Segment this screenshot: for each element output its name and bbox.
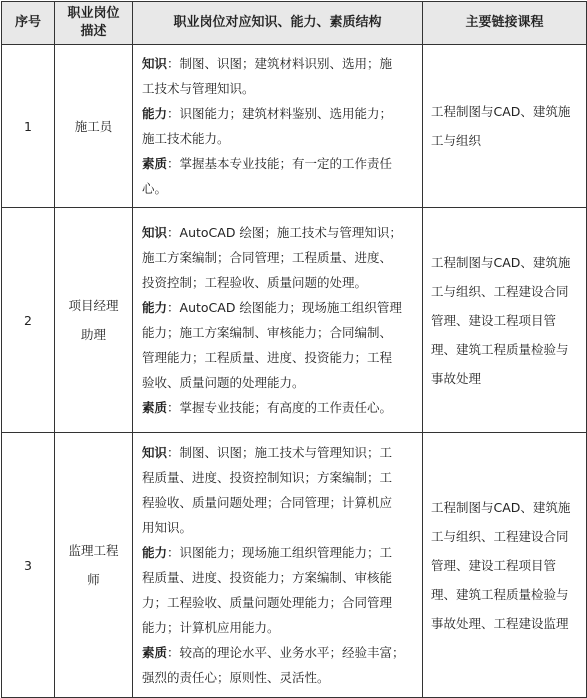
knowledge-line	[142, 126, 416, 151]
table-row	[2, 45, 587, 208]
knowledge-text: ：较高的理论水平、业务水平；经验丰富；	[167, 645, 405, 660]
row-knowledge-cell	[133, 208, 423, 433]
row-role-line: 监理工程	[68, 543, 119, 558]
table-row	[2, 433, 587, 698]
knowledge-text: ：识图能力；现场施工组织管理能力；工	[167, 545, 393, 560]
knowledge-text: 施工方案编制；合同管理；工程质量、进度、	[142, 250, 393, 265]
knowledge-text: 管理能力；工程质量、进度、投资能力；工程	[142, 350, 393, 365]
course-line: 工程制图与CAD、建筑施	[431, 499, 571, 515]
course-line: 事故处理	[431, 370, 482, 386]
header-courses: 主要链接课程	[423, 2, 587, 45]
row-knowledge-cell	[133, 45, 423, 208]
knowledge-label: 素质	[142, 400, 168, 415]
knowledge-line	[142, 465, 416, 490]
row-courses-cell	[423, 45, 587, 208]
row-seq-cell	[2, 208, 55, 433]
row-role-line: 师	[87, 572, 100, 587]
row-courses-cell	[423, 208, 587, 433]
knowledge-text: ：AutoCAD 绘图能力；现场施工组织管理	[167, 300, 402, 315]
knowledge-label: 能力	[142, 300, 168, 315]
knowledge-label: 能力	[142, 545, 168, 560]
course-line: 工与组织	[431, 133, 482, 148]
knowledge-label: 素质	[142, 156, 168, 171]
row-courses-cell	[423, 433, 587, 698]
knowledge-line	[142, 51, 416, 76]
knowledge-text: 程质量、进度、投资能力；方案编制、审核能	[142, 570, 393, 585]
row-seq: 1	[24, 118, 32, 134]
row-role-line: 项目经理	[68, 298, 119, 313]
knowledge-line	[142, 515, 416, 540]
course-line: 理、建筑工程质量检验与	[431, 586, 569, 602]
course-line: 工与组织、工程建设合同	[431, 528, 569, 544]
knowledge-text: 力；工程验收、质量问题处理能力；合同管理	[142, 595, 393, 610]
knowledge-line	[142, 490, 416, 515]
knowledge-line	[142, 220, 416, 245]
job-course-table	[1, 1, 587, 698]
knowledge-line	[142, 270, 416, 295]
knowledge-text: 能力；计算机应用能力。	[142, 620, 280, 635]
header-knowledge: 职业岗位对应知识、能力、素质结构	[133, 2, 423, 45]
row-role-line: 施工员	[74, 118, 113, 134]
knowledge-text: 施工技术能力。	[142, 131, 230, 146]
knowledge-line	[142, 101, 416, 126]
knowledge-line	[142, 540, 416, 565]
course-line: 管理、建设工程项目管	[431, 312, 557, 328]
knowledge-line	[142, 151, 416, 176]
knowledge-text: 用知识。	[142, 520, 193, 535]
knowledge-line	[142, 320, 416, 345]
row-seq: 2	[24, 312, 32, 328]
course-line: 工程制图与CAD、建筑施	[431, 104, 571, 119]
knowledge-label: 知识	[142, 225, 168, 240]
header-role-line: 描述	[80, 24, 107, 39]
row-role-cell	[55, 433, 133, 698]
knowledge-text: 程质量、进度、投资控制知识；方案编制；工	[142, 470, 393, 485]
knowledge-line	[142, 176, 416, 201]
row-seq: 3	[24, 557, 32, 573]
course-line: 理、建筑工程质量检验与	[431, 341, 569, 357]
course-line: 管理、建设工程项目管	[431, 557, 557, 573]
knowledge-text: 工技术与管理知识。	[142, 81, 255, 96]
row-role-cell	[55, 208, 133, 433]
knowledge-line	[142, 665, 416, 690]
knowledge-text: ：识图能力；建筑材料鉴别、选用能力；	[167, 106, 393, 121]
knowledge-line	[142, 370, 416, 395]
row-role-cell	[55, 45, 133, 208]
knowledge-line	[142, 395, 416, 420]
knowledge-text: 能力；施工方案编制、审核能力；合同编制、	[142, 325, 393, 340]
header-row	[2, 2, 587, 45]
knowledge-text: 程验收、质量问题处理；合同管理；计算机应	[142, 495, 393, 510]
knowledge-line	[142, 565, 416, 590]
knowledge-text: ：掌握基本专业技能；有一定的工作责任	[167, 156, 393, 171]
knowledge-text: ：制图、识图；施工技术与管理知识；工	[167, 445, 393, 460]
document-page	[0, 1, 587, 685]
row-seq-cell	[2, 433, 55, 698]
course-line: 事故处理、工程建设监理	[431, 615, 569, 631]
knowledge-label: 知识	[142, 56, 168, 71]
row-role-line: 助理	[80, 327, 106, 342]
knowledge-text: 投资控制；工程验收、质量问题的处理。	[142, 275, 368, 290]
header-role-line: 职业岗位	[67, 6, 120, 21]
knowledge-line	[142, 245, 416, 270]
knowledge-label: 素质	[142, 645, 168, 660]
table-body	[2, 45, 587, 698]
knowledge-line	[142, 640, 416, 665]
knowledge-line	[142, 345, 416, 370]
knowledge-text: ：AutoCAD 绘图；施工技术与管理知识；	[167, 225, 402, 240]
knowledge-line	[142, 615, 416, 640]
row-knowledge-cell	[133, 433, 423, 698]
knowledge-text: ：掌握专业技能；有高度的工作责任心。	[167, 400, 393, 415]
knowledge-line	[142, 295, 416, 320]
knowledge-line	[142, 76, 416, 101]
table-row	[2, 208, 587, 433]
knowledge-line	[142, 440, 416, 465]
knowledge-label: 知识	[142, 445, 168, 460]
knowledge-text: ：制图、识图；建筑材料识别、选用；施	[167, 56, 393, 71]
header-seq: 序号	[2, 2, 55, 45]
knowledge-text: 强烈的责任心；原则性、灵活性。	[142, 670, 330, 685]
knowledge-line	[142, 590, 416, 615]
knowledge-text: 心。	[142, 181, 168, 196]
row-seq-cell	[2, 45, 55, 208]
course-line: 工程制图与CAD、建筑施	[431, 254, 571, 270]
knowledge-text: 验收、质量问题的处理能力。	[142, 375, 305, 390]
header-role	[55, 2, 133, 45]
knowledge-label: 能力	[142, 106, 168, 121]
course-line: 工与组织、工程建设合同	[431, 283, 569, 299]
